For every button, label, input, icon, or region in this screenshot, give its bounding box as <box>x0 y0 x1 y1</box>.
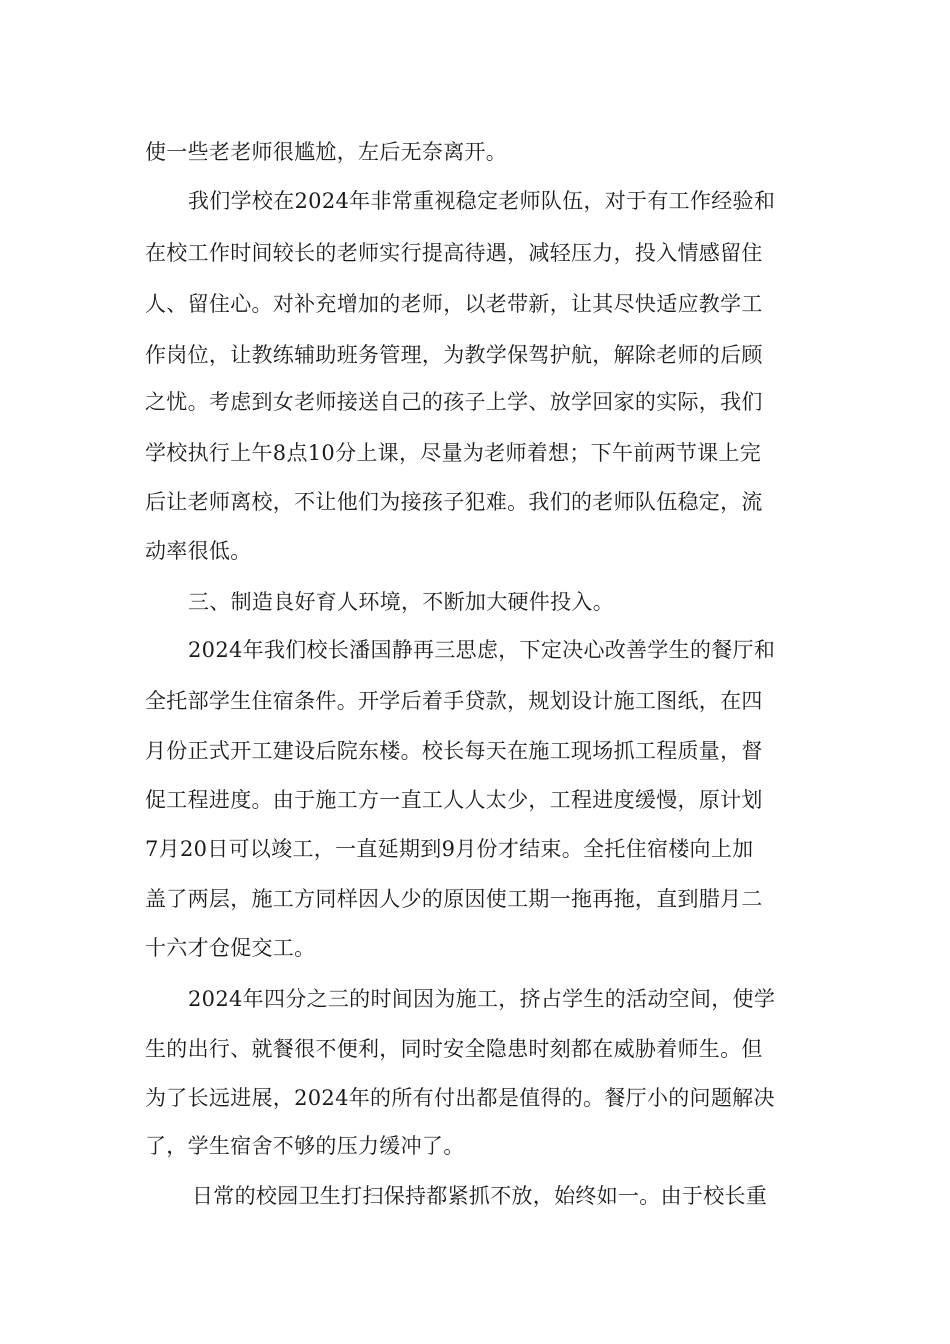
text-line-22: 日常的校园卫生打扫保持都紧抓不放，始终如一。由于校长重 <box>192 1184 768 1208</box>
text-line-12: 全托部学生住宿条件。开学后着手贷款，规划设计施工图纸，在四 <box>145 689 763 713</box>
text-line-8: 后让老师离校，不让他们为接孩子犯难。我们的老师队伍稳定，流 <box>145 490 763 514</box>
text-line-20: 为了长远进展，2024年的所有付出都是值得的。餐厅小的问题解决 <box>145 1086 775 1110</box>
text-line-1: 使一些老老师很尴尬，左后无奈离开。 <box>145 140 508 164</box>
text-line-7: 学校执行上午8点10分上课，尽量为老师着想；下午前两节课上完 <box>145 441 762 465</box>
text-line-5: 作岗位，让教练辅助班务管理，为教学保驾护航，解除老师的后顾 <box>145 343 763 367</box>
text-line-2: 我们学校在2024年非常重视稳定老师队伍，对于有工作经验和 <box>188 189 776 213</box>
text-line-3: 在校工作时间较长的老师实行提高待遇，减轻压力，投入情感留住 <box>145 241 763 265</box>
text-line-4: 人、留住心。对补充增加的老师，以老带新，让其尽快适应教学工 <box>145 292 763 316</box>
text-line-18: 2024年四分之三的时间因为施工，挤占学生的活动空间，使学 <box>188 987 776 1011</box>
text-line-11: 2024年我们校长潘国静再三思虑，下定决心改善学生的餐厅和 <box>188 638 776 662</box>
text-line-16: 盖了两层，施工方同样因人少的原因使工期一拖再拖，直到腊月二 <box>145 887 763 911</box>
text-line-21: 了，学生宿舍不够的压力缓冲了。 <box>145 1134 465 1158</box>
text-line-13: 月份正式开工建设后院东楼。校长每天在施工现场抓工程质量，督 <box>145 739 763 763</box>
text-line-14: 促工程进度。由于施工方一直工人人太少，工程进度缓慢，原计划 <box>145 788 763 812</box>
text-line-6: 之忧。考虑到女老师接送自己的孩子上学、放学回家的实际，我们 <box>145 390 763 414</box>
text-line-17: 十六才仓促交工。 <box>145 936 316 960</box>
text-line-9: 动率很低。 <box>145 539 252 563</box>
text-line-19: 生的出行、就餐很不便利，同时安全隐患时刻都在威胁着师生。但 <box>145 1037 763 1061</box>
text-line-15: 7月20日可以竣工，一直延期到9月份才结束。全托住宿楼向上加 <box>145 837 754 861</box>
section-heading: 三、制造良好育人环境，不断加大硬件投入。 <box>188 590 614 614</box>
